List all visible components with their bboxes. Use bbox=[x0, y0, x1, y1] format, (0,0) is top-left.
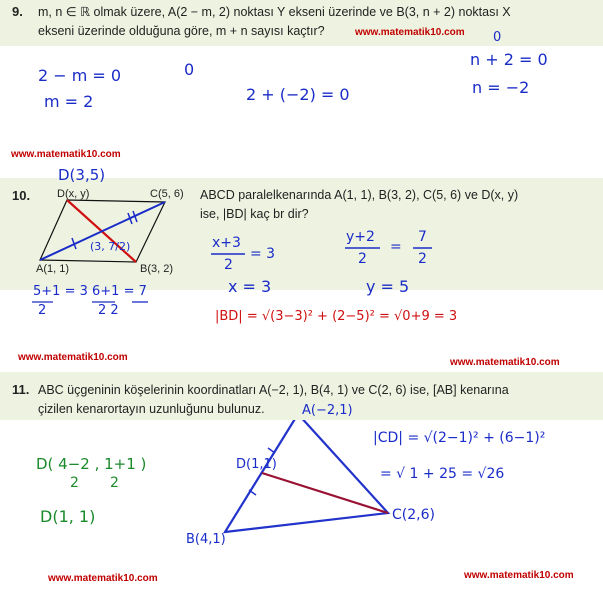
watermark: www.matematik10.com bbox=[18, 352, 128, 363]
handwriting-eqy-rhs-num: 7 bbox=[418, 229, 427, 245]
handwriting-vertex-c: C(2,6) bbox=[392, 507, 435, 523]
handwriting-eqy-rhs-den: 2 bbox=[418, 251, 427, 267]
watermark: www.matematik10.com bbox=[355, 27, 465, 38]
handwriting-midpoint-d: D(1,1) bbox=[236, 457, 277, 472]
handwriting-eq1: 2 − m = 0 bbox=[38, 66, 122, 85]
question-10-number: 10. bbox=[12, 188, 31, 203]
vertex-label-b: B(3, 2) bbox=[140, 263, 174, 275]
handwriting-zero: 0 bbox=[184, 60, 195, 79]
handwriting-eqx-rhs: = 3 bbox=[250, 246, 276, 262]
handwriting-cd-result: = √ 1 + 25 = √26 bbox=[380, 466, 505, 482]
watermark: www.matematik10.com bbox=[48, 573, 158, 584]
handwriting-left1-den: 2 bbox=[38, 303, 47, 318]
question-9-number: 9. bbox=[12, 4, 23, 19]
question-10-line2: ise, |BD| kaç br dir? bbox=[200, 207, 309, 221]
question-10-line1: ABCD paralelkenarında A(1, 1), B(3, 2), C(5, 6) ve D(x, y) bbox=[200, 188, 519, 202]
question-11-number: 11. bbox=[12, 382, 30, 397]
handwriting-eqy-den: 2 bbox=[358, 251, 367, 267]
handwriting-left1: 5+1 = 3 bbox=[33, 284, 88, 299]
handwriting-bd-length: |BD| = √(3−3)² + (2−5)² = √0+9 = 3 bbox=[215, 309, 458, 324]
handwriting-eq3: 2 + (−2) = 0 bbox=[246, 85, 350, 104]
handwriting-y-result: y = 5 bbox=[366, 277, 410, 296]
handwriting-eq2: m = 2 bbox=[44, 92, 94, 111]
handwriting-left2: 6+1 = 7 bbox=[92, 284, 147, 299]
question-11-line1: ABC üçgeninin köşelerinin koordinatları A(−2, 1), B(4, 1) ve C(2, 6) ise, [AB] kenarına bbox=[38, 383, 509, 397]
handwriting-eqx-den: 2 bbox=[224, 257, 233, 273]
handwriting-mid-formula: D( 4−2 , 1+1 ) bbox=[36, 455, 147, 473]
handwriting-eq5: n = −2 bbox=[472, 78, 530, 97]
handwriting-eqy-num: y+2 bbox=[346, 229, 375, 245]
watermark: www.matematik10.com bbox=[11, 149, 121, 160]
handwriting-vertex-b: B(4,1) bbox=[186, 532, 226, 547]
handwriting-mid-formula-den: 2 2 bbox=[70, 475, 119, 491]
handwriting-eq4: n + 2 = 0 bbox=[470, 50, 548, 69]
watermark: www.matematik10.com bbox=[450, 357, 560, 368]
handwriting-midpoint: (3, 7/2) bbox=[90, 240, 131, 253]
handwriting-vertex-a: A(−2,1) bbox=[302, 403, 353, 418]
watermark: www.matematik10.com bbox=[464, 570, 574, 581]
handwriting-mid-result: D(1, 1) bbox=[40, 507, 96, 526]
handwriting-cd-formula: |CD| = √(2−1)² + (6−1)² bbox=[373, 430, 546, 446]
handwriting-eqx-num: x+3 bbox=[212, 235, 241, 251]
handwriting-zero-2: 0 bbox=[493, 30, 502, 45]
handwriting-eq-sign: = bbox=[390, 239, 402, 255]
vertex-label-c: C(5, 6) bbox=[150, 188, 184, 200]
question-11-line2: çizilen kenarortayın uzunluğunu bulunuz. bbox=[38, 402, 265, 416]
handwriting-x-result: x = 3 bbox=[228, 277, 272, 296]
handwriting-left2-den: 2 2 bbox=[98, 303, 119, 318]
vertex-label-d: D(x, y) bbox=[57, 188, 90, 200]
handwriting-d-coords: D(3,5) bbox=[58, 166, 106, 184]
question-9-line1: m, n ∈ ℝ olmak üzere, A(2 − m, 2) noktası Y ekseni üzerinde ve B(3, n + 2) noktası X bbox=[38, 5, 511, 19]
question-9-line2: ekseni üzerinde olduğuna göre, m + n sayısı kaçtır? bbox=[38, 24, 325, 38]
vertex-label-a: A(1, 1) bbox=[36, 263, 70, 275]
